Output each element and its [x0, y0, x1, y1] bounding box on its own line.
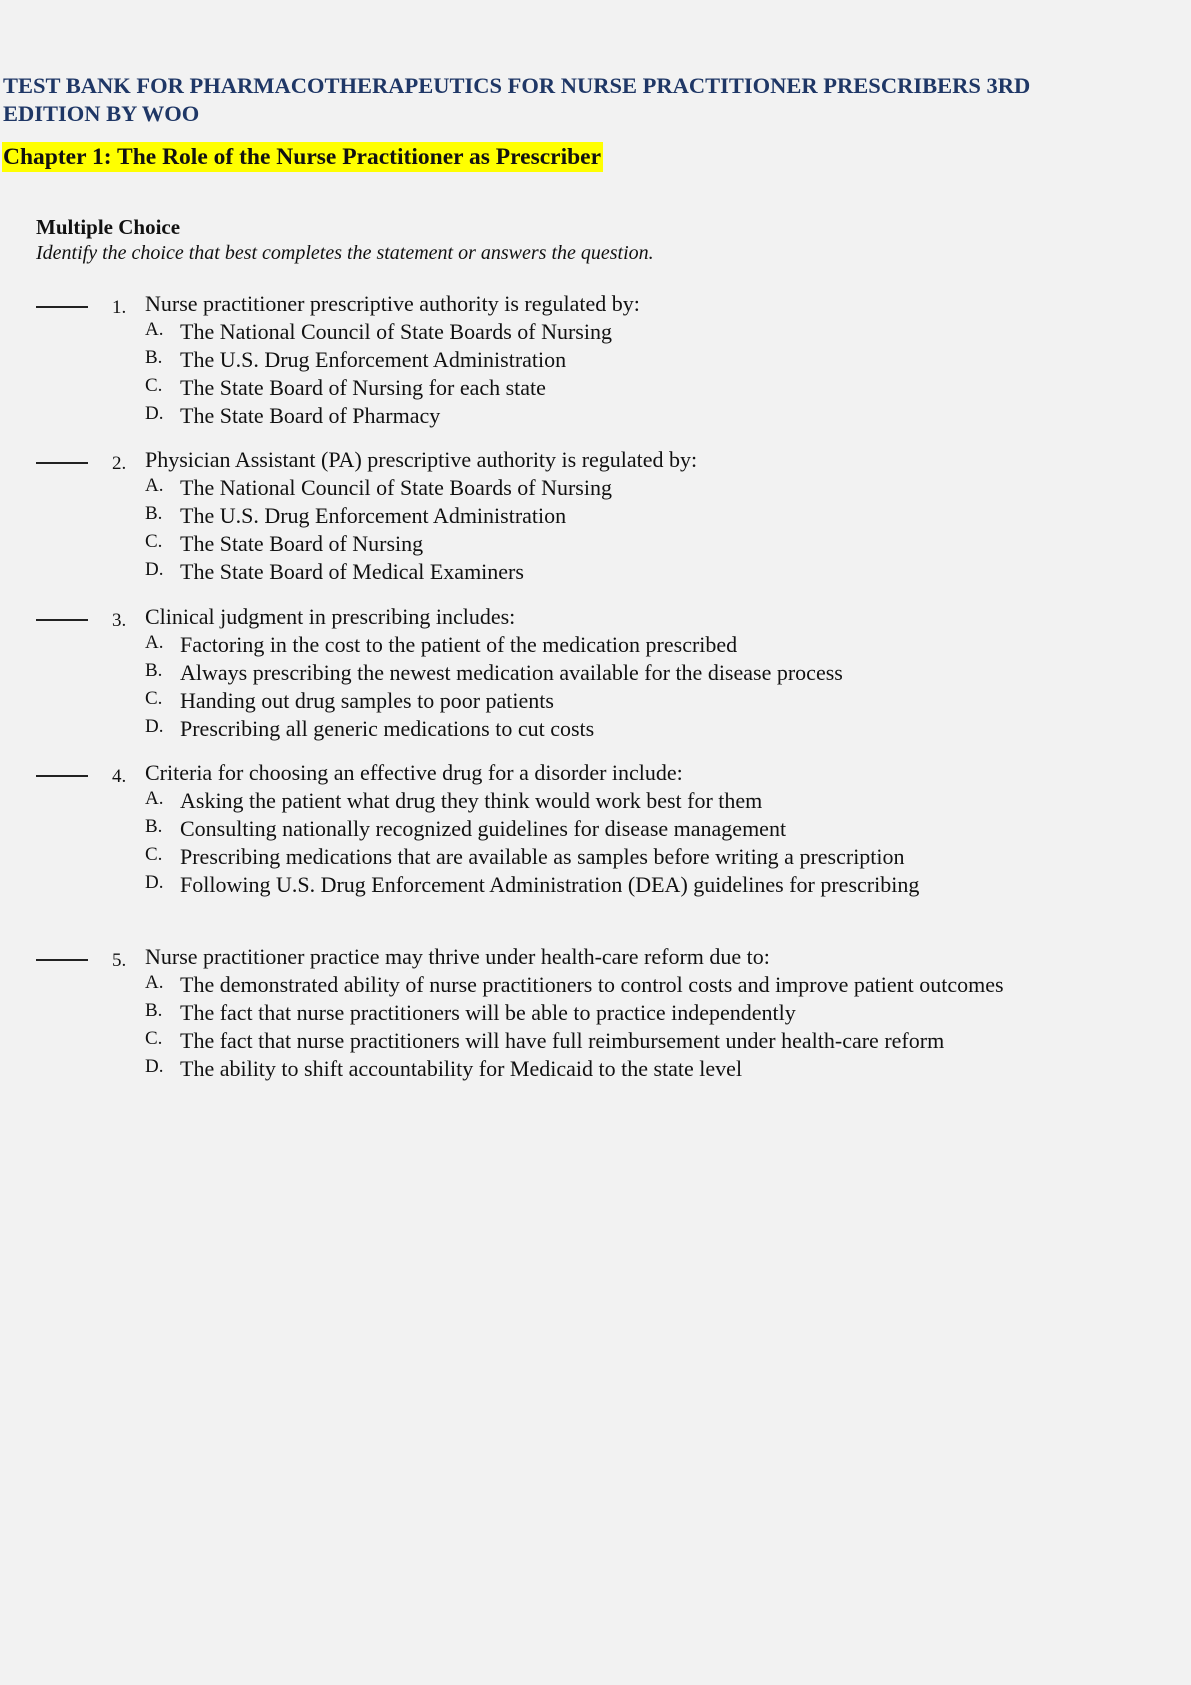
option-text: The State Board of Nursing [180, 531, 424, 556]
option-a [0, 631, 1191, 659]
answer-blank [36, 775, 88, 777]
option-text: The U.S. Drug Enforcement Administration [180, 347, 567, 372]
option-d [0, 715, 1191, 743]
option-b [0, 659, 1191, 687]
option-letter: C. [145, 1028, 163, 1049]
option-b [0, 999, 1191, 1027]
option-text: The fact that nurse practitioners will have full reimbursement under health-care reform [180, 1028, 945, 1053]
option-text: Always prescribing the newest medication available for the disease process [180, 660, 843, 685]
answer-blank [36, 619, 88, 621]
option-d [0, 871, 1191, 899]
option-b [0, 502, 1191, 530]
chapter-title: Chapter 1: The Role of the Nurse Practitioner as Prescriber [3, 144, 602, 170]
answer-options [0, 787, 1191, 899]
option-text: Prescribing all generic medications to cut costs [180, 716, 595, 741]
option-letter: C. [145, 375, 163, 396]
option-letter: D. [145, 403, 164, 424]
option-letter: D. [145, 1056, 164, 1077]
option-text: The National Council of State Boards of Nursing [180, 319, 612, 344]
answer-options [0, 318, 1191, 430]
question-number: 2. [112, 453, 127, 474]
answer-options [0, 631, 1191, 743]
option-letter: D. [145, 559, 164, 580]
option-c [0, 687, 1191, 715]
question-number: 4. [112, 766, 127, 787]
option-letter: A. [145, 319, 164, 340]
question-text: Nurse practitioner prescriptive authority is regulated by: [145, 291, 640, 316]
option-letter: A. [145, 632, 164, 653]
option-c [0, 374, 1191, 402]
question-text: Physician Assistant (PA) prescriptive authority is regulated by: [145, 447, 698, 472]
answer-blank [36, 462, 88, 464]
option-text: The U.S. Drug Enforcement Administration [180, 503, 567, 528]
option-c [0, 1027, 1191, 1055]
option-letter: C. [145, 531, 163, 552]
instructions: Identify the choice that best completes the statement or answers the question. [36, 242, 654, 264]
option-letter: C. [145, 844, 163, 865]
option-c [0, 530, 1191, 558]
answer-blank [36, 959, 88, 961]
option-a [0, 318, 1191, 346]
question-text: Nurse practitioner practice may thrive under health-care reform due to: [145, 944, 770, 969]
option-a [0, 474, 1191, 502]
option-c [0, 843, 1191, 871]
option-letter: A. [145, 475, 164, 496]
option-text: The State Board of Medical Examiners [180, 559, 524, 584]
option-text: The National Council of State Boards of Nursing [180, 475, 612, 500]
option-letter: B. [145, 1000, 163, 1021]
option-letter: D. [145, 872, 164, 893]
option-text: Factoring in the cost to the patient of the medication prescribed [180, 632, 738, 657]
option-text: Prescribing medications that are available as samples before writing a prescription [180, 844, 905, 869]
option-text: The ability to shift accountability for Medicaid to the state level [180, 1056, 743, 1081]
answer-options [0, 971, 1191, 1083]
question-number: 5. [112, 950, 127, 971]
option-b [0, 815, 1191, 843]
option-letter: B. [145, 503, 163, 524]
option-a [0, 787, 1191, 815]
option-a [0, 971, 1191, 999]
option-letter: A. [145, 972, 164, 993]
question-number: 3. [112, 610, 127, 631]
option-letter: C. [145, 688, 163, 709]
option-text: Asking the patient what drug they think would work best for them [180, 788, 763, 813]
option-text: Following U.S. Drug Enforcement Administration (DEA) guidelines for prescribing [180, 872, 920, 897]
option-letter: A. [145, 788, 164, 809]
option-text: The fact that nurse practitioners will be able to practice independently [180, 1000, 796, 1025]
option-d [0, 402, 1191, 430]
option-letter: B. [145, 816, 163, 837]
option-b [0, 346, 1191, 374]
option-text: Handing out drug samples to poor patients [180, 688, 554, 713]
option-letter: B. [145, 347, 163, 368]
answer-options [0, 474, 1191, 586]
document-title: TEST BANK FOR PHARMACOTHERAPEUTICS FOR NURSE PRACTITIONER PRESCRIBERS 3RD EDITION BY WOO [3, 73, 1031, 126]
question-number: 1. [112, 297, 127, 318]
option-d [0, 1055, 1191, 1083]
option-text: The State Board of Pharmacy [180, 403, 441, 428]
option-text: The demonstrated ability of nurse practitioners to control costs and improve patient outcomes [180, 972, 1004, 997]
section-title: Multiple Choice [36, 215, 181, 239]
question-text: Clinical judgment in prescribing includes: [145, 604, 516, 629]
option-letter: B. [145, 660, 163, 681]
option-letter: D. [145, 716, 164, 737]
question-text: Criteria for choosing an effective drug for a disorder include: [145, 760, 683, 785]
answer-blank [36, 306, 88, 308]
option-text: Consulting nationally recognized guidelines for disease management [180, 816, 787, 841]
option-d [0, 558, 1191, 586]
option-text: The State Board of Nursing for each state [180, 375, 546, 400]
